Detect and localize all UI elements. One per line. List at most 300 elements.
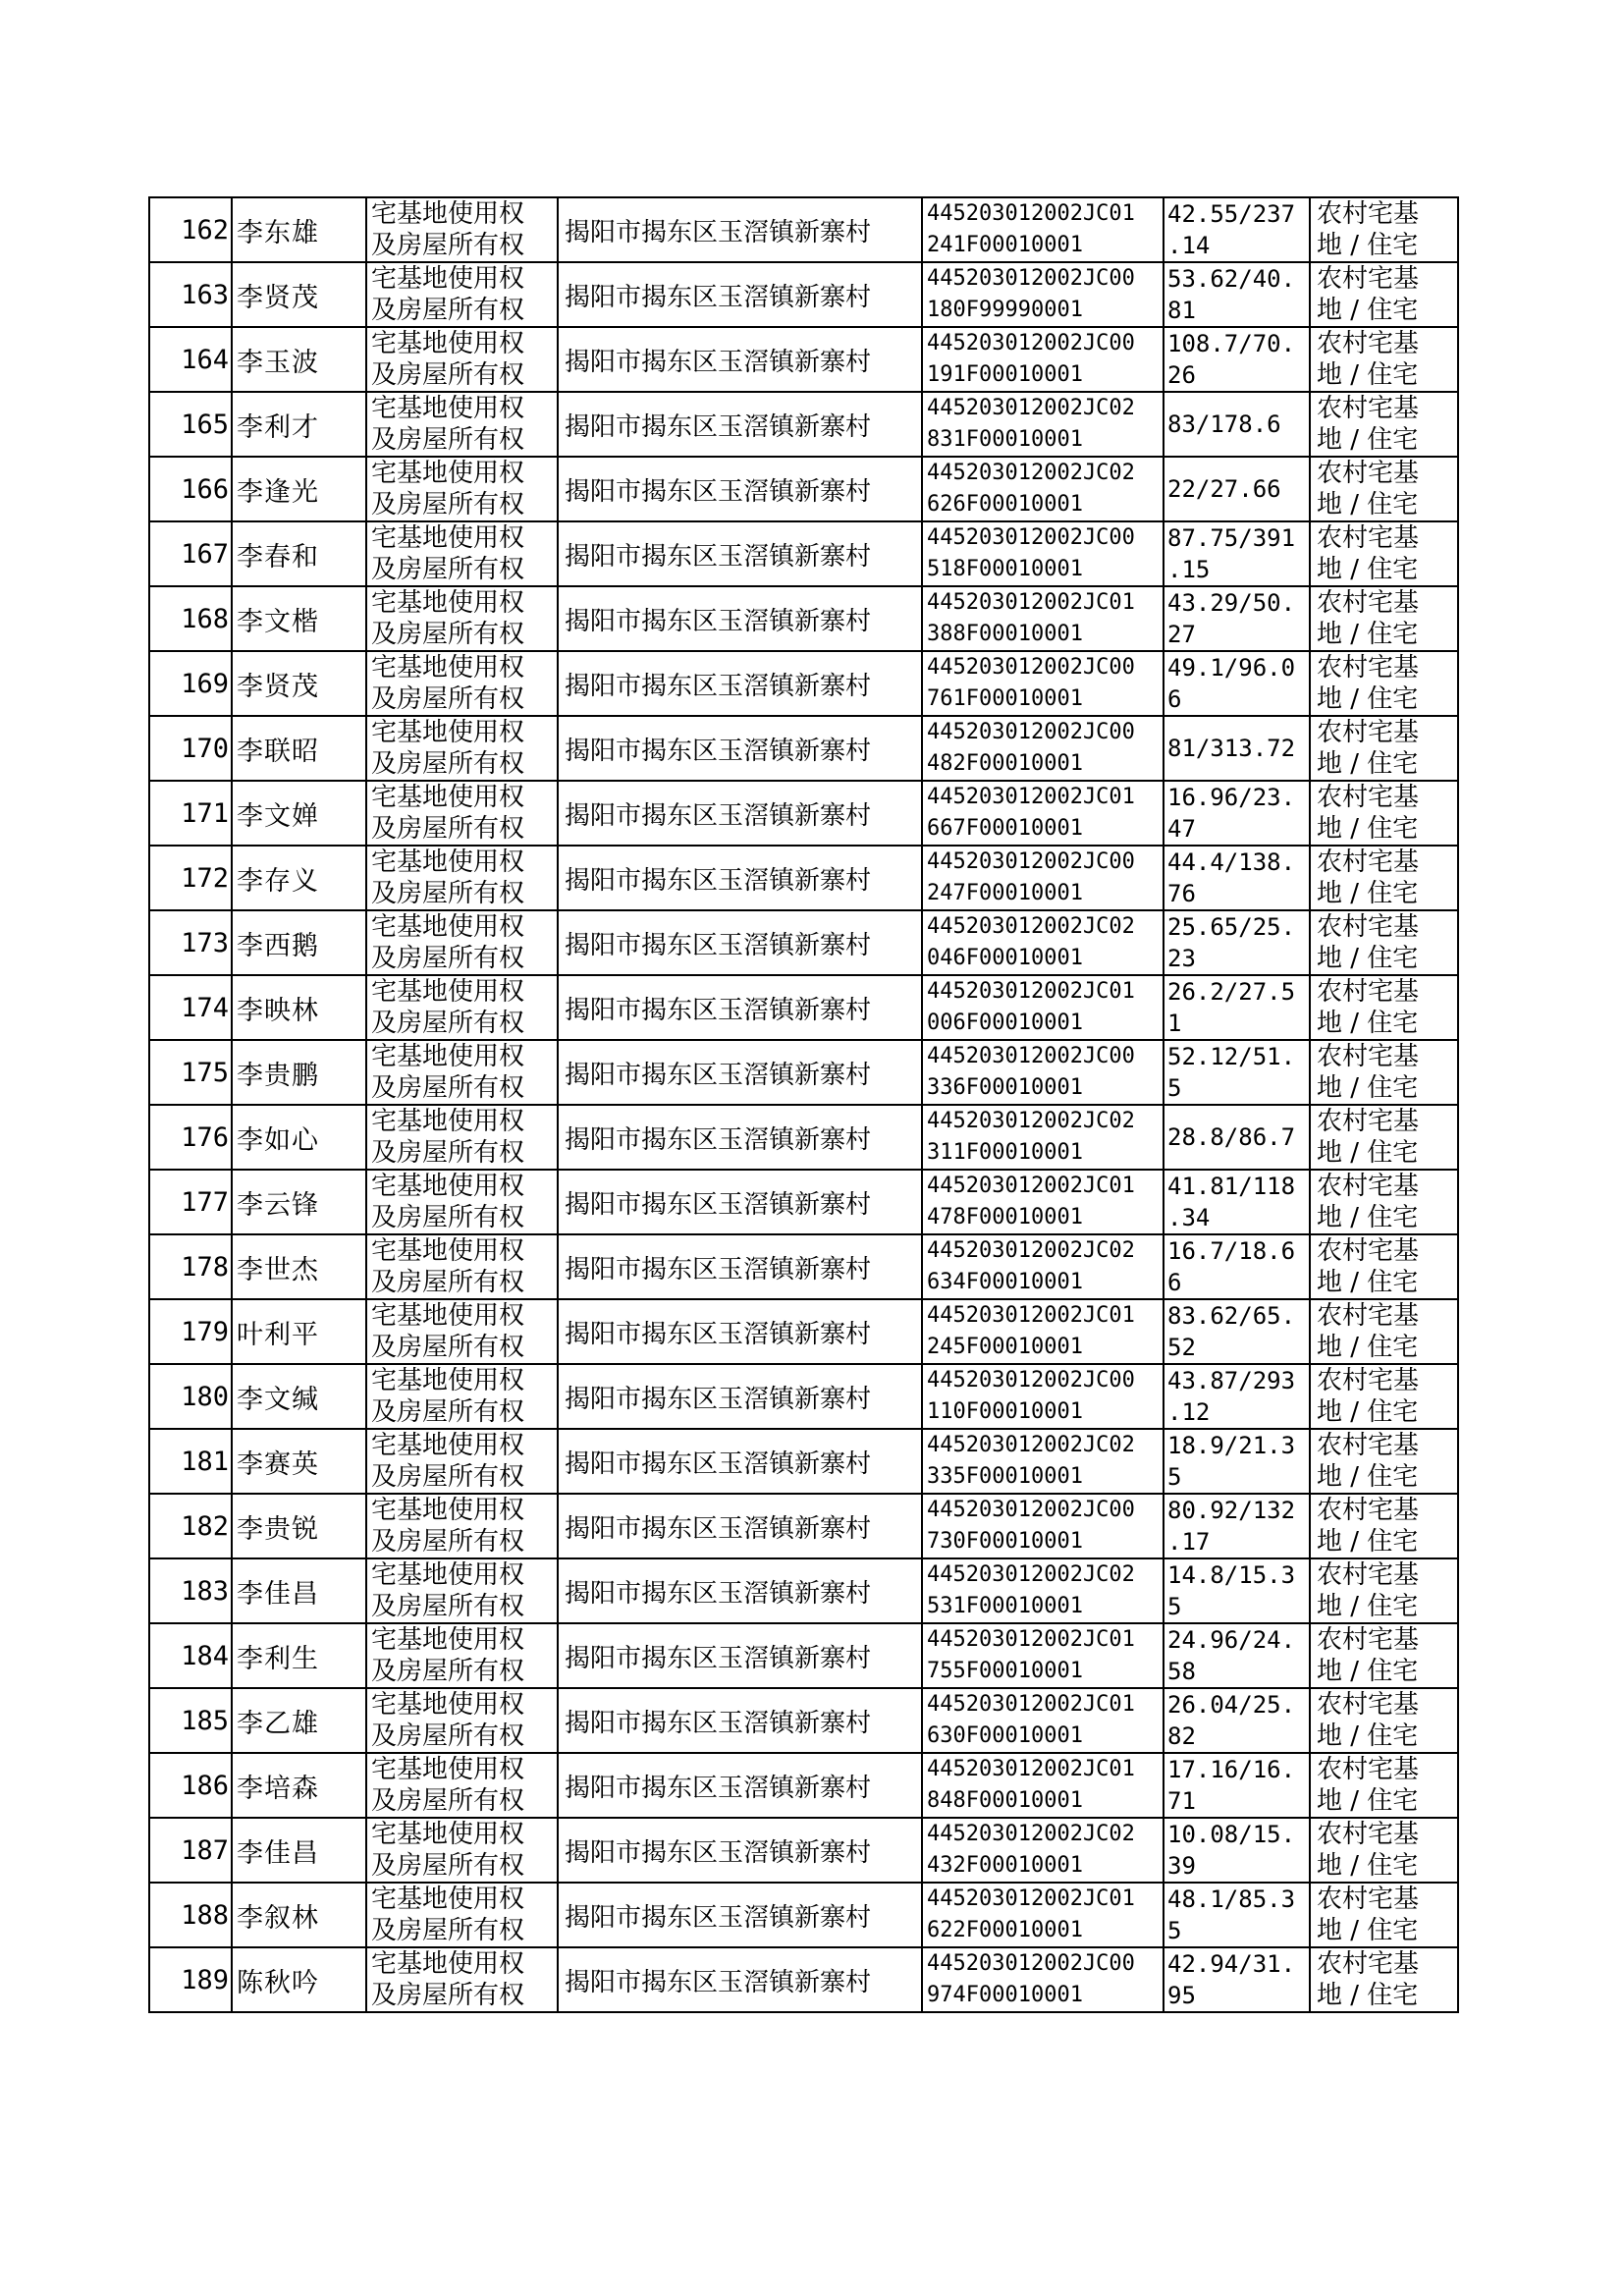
usage-line: 地 / 住宅 (1317, 1462, 1419, 1492)
usage-line: 地 / 住宅 (1317, 231, 1419, 260)
right-type-line: 及房屋所有权 (371, 1073, 525, 1103)
row-number-cell: 189 (149, 1947, 232, 2012)
location-cell: 揭阳市揭东区玉滘镇新寨村 (558, 846, 922, 910)
right-type-cell (366, 910, 558, 975)
table-row (149, 1105, 1458, 1170)
owner-name-cell: 叶利平 (232, 1299, 366, 1364)
usage-line: 农村宅基 (1317, 1820, 1420, 1849)
location-cell: 揭阳市揭东区玉滘镇新寨村 (558, 392, 922, 457)
parcel-code-line: 445203012002JC02 (927, 1109, 1135, 1133)
usage-line: 农村宅基 (1317, 264, 1420, 294)
location-cell: 揭阳市揭东区玉滘镇新寨村 (558, 262, 922, 327)
area-line: 16.96/23. (1167, 784, 1296, 811)
usage-line: 农村宅基 (1317, 1496, 1420, 1525)
parcel-code-line: 335F00010001 (927, 1464, 1083, 1489)
area-line: 39 (1167, 1852, 1196, 1880)
table-row (149, 1234, 1458, 1299)
area-line: 24.96/24. (1167, 1626, 1296, 1654)
parcel-code-cell (922, 521, 1164, 586)
location-cell: 揭阳市揭东区玉滘镇新寨村 (558, 1170, 922, 1234)
usage-line: 农村宅基 (1317, 1107, 1420, 1136)
parcel-code-cell (922, 781, 1164, 846)
area-line: 48.1/85.3 (1167, 1885, 1296, 1913)
area-line: 23 (1167, 945, 1196, 972)
usage-line: 农村宅基 (1317, 1236, 1420, 1266)
area-line: 81 (1167, 297, 1196, 324)
area-line: 5 (1167, 1463, 1182, 1491)
row-number-cell: 187 (149, 1818, 232, 1883)
right-type-line: 及房屋所有权 (371, 555, 525, 584)
area-line: 18.9/21.3 (1167, 1432, 1296, 1459)
right-type-line: 宅基地使用权 (371, 1172, 525, 1201)
right-type-line: 宅基地使用权 (371, 783, 525, 812)
owner-name-cell: 李存义 (232, 846, 366, 910)
usage-line: 农村宅基 (1317, 1301, 1420, 1331)
usage-line: 地 / 住宅 (1317, 296, 1419, 325)
usage-line: 农村宅基 (1317, 1625, 1420, 1655)
parcel-code-line: 006F00010001 (927, 1011, 1083, 1035)
area-line: 52.12/51. (1167, 1043, 1296, 1070)
row-number-cell: 174 (149, 975, 232, 1040)
area-line: 42.55/237 (1167, 200, 1296, 228)
table-row (149, 521, 1458, 586)
location-cell: 揭阳市揭东区玉滘镇新寨村 (558, 1818, 922, 1883)
area-line: 80.92/132 (1167, 1497, 1296, 1524)
usage-line: 地 / 住宅 (1317, 944, 1419, 973)
parcel-code-line: 761F00010001 (927, 686, 1083, 711)
owner-name-cell: 李赛英 (232, 1429, 366, 1494)
area-cell (1164, 910, 1310, 975)
area-line: 95 (1167, 1982, 1196, 2009)
parcel-code-cell (922, 457, 1164, 521)
row-number-cell: 167 (149, 521, 232, 586)
area-line: 43.29/50. (1167, 589, 1296, 617)
area-cell (1164, 1040, 1310, 1105)
right-type-line: 及房屋所有权 (371, 1397, 525, 1427)
area-line: 82 (1167, 1722, 1196, 1750)
right-type-line: 及房屋所有权 (371, 879, 525, 908)
right-type-line: 宅基地使用权 (371, 1107, 525, 1136)
usage-line: 地 / 住宅 (1317, 1721, 1419, 1751)
table-row (149, 1883, 1458, 1947)
parcel-code-line: 445203012002JC00 (927, 655, 1135, 680)
parcel-code-line: 110F00010001 (927, 1399, 1083, 1424)
location-cell: 揭阳市揭东区玉滘镇新寨村 (558, 1558, 922, 1623)
parcel-code-line: 311F00010001 (927, 1140, 1083, 1165)
area-cell (1164, 1818, 1310, 1883)
location-cell: 揭阳市揭东区玉滘镇新寨村 (558, 197, 922, 262)
parcel-code-line: 445203012002JC00 (927, 266, 1135, 291)
parcel-code-cell (922, 1040, 1164, 1105)
usage-cell (1310, 1429, 1458, 1494)
location-cell: 揭阳市揭东区玉滘镇新寨村 (558, 651, 922, 716)
owner-name-cell: 李世杰 (232, 1234, 366, 1299)
usage-line: 农村宅基 (1317, 1431, 1420, 1460)
parcel-code-line: 478F00010001 (927, 1205, 1083, 1229)
usage-cell (1310, 1623, 1458, 1688)
usage-line: 地 / 住宅 (1317, 620, 1419, 649)
owner-name-cell: 李西鹅 (232, 910, 366, 975)
area-cell (1164, 1688, 1310, 1753)
area-cell (1164, 1299, 1310, 1364)
owner-name-cell: 李如心 (232, 1105, 366, 1170)
row-number-cell: 165 (149, 392, 232, 457)
area-line: .12 (1167, 1398, 1211, 1426)
usage-line: 地 / 住宅 (1317, 1073, 1419, 1103)
row-number-cell: 173 (149, 910, 232, 975)
table-row (149, 1818, 1458, 1883)
right-type-cell (366, 1883, 558, 1947)
parcel-code-cell (922, 262, 1164, 327)
right-type-cell (366, 846, 558, 910)
area-cell (1164, 392, 1310, 457)
right-type-line: 宅基地使用权 (371, 329, 525, 358)
area-line: 108.7/70. (1167, 330, 1296, 357)
usage-cell (1310, 910, 1458, 975)
usage-line: 农村宅基 (1317, 977, 1420, 1007)
right-type-line: 宅基地使用权 (371, 977, 525, 1007)
location-cell: 揭阳市揭东区玉滘镇新寨村 (558, 1105, 922, 1170)
parcel-code-line: 445203012002JC00 (927, 1951, 1135, 1976)
parcel-code-cell (922, 1883, 1164, 1947)
owner-name-cell: 陈秋吟 (232, 1947, 366, 2012)
parcel-code-line: 445203012002JC02 (927, 461, 1135, 485)
owner-name-cell: 李利才 (232, 392, 366, 457)
owner-name-cell: 李玉波 (232, 327, 366, 392)
usage-cell (1310, 846, 1458, 910)
parcel-code-line: 191F00010001 (927, 362, 1083, 387)
parcel-code-line: 336F00010001 (927, 1075, 1083, 1100)
location-cell: 揭阳市揭东区玉滘镇新寨村 (558, 910, 922, 975)
right-type-line: 宅基地使用权 (371, 1885, 525, 1914)
usage-cell (1310, 781, 1458, 846)
right-type-cell (366, 197, 558, 262)
parcel-code-line: 445203012002JC01 (927, 785, 1135, 809)
right-type-line: 及房屋所有权 (371, 1851, 525, 1881)
right-type-cell (366, 1753, 558, 1818)
table-row (149, 1947, 1458, 2012)
right-type-line: 宅基地使用权 (371, 718, 525, 747)
right-type-cell (366, 1170, 558, 1234)
table-row (149, 846, 1458, 910)
area-line: 6 (1167, 1269, 1182, 1296)
right-type-line: 及房屋所有权 (371, 1592, 525, 1621)
parcel-code-line: 432F00010001 (927, 1853, 1083, 1878)
usage-cell (1310, 262, 1458, 327)
right-type-cell (366, 975, 558, 1040)
area-line: 26.04/25. (1167, 1691, 1296, 1719)
location-cell: 揭阳市揭东区玉滘镇新寨村 (558, 586, 922, 651)
right-type-line: 及房屋所有权 (371, 1462, 525, 1492)
area-line: 81/313.72 (1167, 735, 1296, 762)
owner-name-cell: 李映林 (232, 975, 366, 1040)
usage-line: 地 / 住宅 (1317, 490, 1419, 519)
usage-line: 地 / 住宅 (1317, 749, 1419, 779)
usage-line: 地 / 住宅 (1317, 1268, 1419, 1297)
usage-line: 农村宅基 (1317, 1042, 1420, 1071)
usage-cell (1310, 1105, 1458, 1170)
parcel-code-line: 445203012002JC02 (927, 1433, 1135, 1457)
table-row (149, 1299, 1458, 1364)
right-type-cell (366, 1299, 558, 1364)
area-cell (1164, 327, 1310, 392)
parcel-code-line: 445203012002JC01 (927, 201, 1135, 226)
parcel-code-line: 482F00010001 (927, 751, 1083, 776)
owner-name-cell: 李文婵 (232, 781, 366, 846)
row-number-cell: 162 (149, 197, 232, 262)
usage-line: 农村宅基 (1317, 1690, 1420, 1720)
table-row (149, 1558, 1458, 1623)
right-type-line: 宅基地使用权 (371, 1820, 525, 1849)
area-line: 42.94/31. (1167, 1950, 1296, 1978)
row-number-cell: 176 (149, 1105, 232, 1170)
right-type-line: 及房屋所有权 (371, 296, 525, 325)
area-cell (1164, 651, 1310, 716)
area-line: 83/178.6 (1167, 410, 1281, 438)
parcel-code-line: 445203012002JC00 (927, 331, 1135, 355)
area-line: 83.62/65. (1167, 1302, 1296, 1330)
right-type-cell (366, 327, 558, 392)
right-type-line: 宅基地使用权 (371, 1560, 525, 1590)
right-type-line: 及房屋所有权 (371, 1916, 525, 1945)
right-type-cell (366, 1558, 558, 1623)
usage-cell (1310, 1364, 1458, 1429)
right-type-line: 及房屋所有权 (371, 749, 525, 779)
right-type-line: 宅基地使用权 (371, 1755, 525, 1784)
location-cell: 揭阳市揭东区玉滘镇新寨村 (558, 1494, 922, 1558)
usage-line: 农村宅基 (1317, 1560, 1420, 1590)
parcel-code-cell (922, 1947, 1164, 2012)
area-line: 53.62/40. (1167, 265, 1296, 293)
parcel-code-cell (922, 975, 1164, 1040)
usage-line: 农村宅基 (1317, 523, 1420, 553)
parcel-code-cell (922, 651, 1164, 716)
location-cell: 揭阳市揭东区玉滘镇新寨村 (558, 1429, 922, 1494)
area-line: 43.87/293 (1167, 1367, 1296, 1394)
location-cell: 揭阳市揭东区玉滘镇新寨村 (558, 781, 922, 846)
table-row (149, 781, 1458, 846)
right-type-line: 宅基地使用权 (371, 1431, 525, 1460)
right-type-line: 宅基地使用权 (371, 1690, 525, 1720)
owner-name-cell: 李利生 (232, 1623, 366, 1688)
area-line: 44.4/138. (1167, 848, 1296, 876)
area-line: 28.8/86.7 (1167, 1123, 1296, 1151)
parcel-code-line: 634F00010001 (927, 1270, 1083, 1294)
right-type-line: 及房屋所有权 (371, 814, 525, 844)
usage-cell (1310, 1040, 1458, 1105)
owner-name-cell: 李佳昌 (232, 1818, 366, 1883)
usage-line: 农村宅基 (1317, 1172, 1420, 1201)
usage-cell (1310, 1494, 1458, 1558)
area-cell (1164, 1494, 1310, 1558)
row-number-cell: 175 (149, 1040, 232, 1105)
parcel-code-line: 445203012002JC00 (927, 720, 1135, 744)
area-line: 26 (1167, 361, 1196, 389)
owner-name-cell: 李贵鹏 (232, 1040, 366, 1105)
row-number-cell: 164 (149, 327, 232, 392)
parcel-code-line: 445203012002JC01 (927, 1692, 1135, 1717)
area-cell (1164, 1234, 1310, 1299)
row-number-cell: 185 (149, 1688, 232, 1753)
usage-cell (1310, 327, 1458, 392)
row-number-cell: 172 (149, 846, 232, 910)
parcel-code-cell (922, 1818, 1164, 1883)
area-cell (1164, 846, 1310, 910)
parcel-code-cell (922, 846, 1164, 910)
parcel-code-line: 180F99990001 (927, 298, 1083, 322)
parcel-code-line: 445203012002JC01 (927, 1757, 1135, 1781)
row-number-cell: 171 (149, 781, 232, 846)
parcel-code-cell (922, 392, 1164, 457)
row-number-cell: 168 (149, 586, 232, 651)
location-cell: 揭阳市揭东区玉滘镇新寨村 (558, 1299, 922, 1364)
usage-line: 农村宅基 (1317, 329, 1420, 358)
usage-line: 农村宅基 (1317, 1755, 1420, 1784)
parcel-code-line: 445203012002JC01 (927, 1886, 1135, 1911)
area-cell (1164, 1753, 1310, 1818)
right-type-cell (366, 651, 558, 716)
parcel-code-line: 445203012002JC01 (927, 590, 1135, 615)
right-type-line: 宅基地使用权 (371, 1366, 525, 1395)
area-line: .15 (1167, 556, 1211, 583)
right-type-line: 及房屋所有权 (371, 490, 525, 519)
usage-line: 农村宅基 (1317, 394, 1420, 423)
usage-line: 地 / 住宅 (1317, 684, 1419, 714)
usage-line: 地 / 住宅 (1317, 1203, 1419, 1232)
parcel-code-line: 445203012002JC02 (927, 1238, 1135, 1263)
area-cell (1164, 1623, 1310, 1688)
owner-name-cell: 李联昭 (232, 716, 366, 781)
area-cell (1164, 197, 1310, 262)
usage-cell (1310, 1947, 1458, 2012)
usage-cell (1310, 975, 1458, 1040)
area-cell (1164, 716, 1310, 781)
right-type-line: 宅基地使用权 (371, 264, 525, 294)
right-type-line: 宅基地使用权 (371, 1042, 525, 1071)
right-type-line: 及房屋所有权 (371, 684, 525, 714)
usage-line: 地 / 住宅 (1317, 1786, 1419, 1816)
usage-cell (1310, 457, 1458, 521)
area-line: 5 (1167, 1593, 1182, 1620)
parcel-code-line: 245F00010001 (927, 1335, 1083, 1359)
row-number-cell: 178 (149, 1234, 232, 1299)
table-row (149, 586, 1458, 651)
usage-line: 农村宅基 (1317, 1885, 1420, 1914)
usage-line: 农村宅基 (1317, 912, 1420, 942)
right-type-cell (366, 262, 558, 327)
parcel-code-line: 445203012002JC00 (927, 1498, 1135, 1522)
usage-line: 农村宅基 (1317, 653, 1420, 683)
usage-line: 地 / 住宅 (1317, 1333, 1419, 1362)
location-cell: 揭阳市揭东区玉滘镇新寨村 (558, 1947, 922, 2012)
row-number-cell: 181 (149, 1429, 232, 1494)
area-cell (1164, 1364, 1310, 1429)
parcel-code-line: 831F00010001 (927, 427, 1083, 452)
area-line: 52 (1167, 1334, 1196, 1361)
area-cell (1164, 1947, 1310, 2012)
location-cell: 揭阳市揭东区玉滘镇新寨村 (558, 1623, 922, 1688)
usage-cell (1310, 1170, 1458, 1234)
area-line: 14.8/15.3 (1167, 1561, 1296, 1589)
usage-line: 农村宅基 (1317, 1366, 1420, 1395)
right-type-cell (366, 1494, 558, 1558)
table-row (149, 1170, 1458, 1234)
parcel-code-cell (922, 1234, 1164, 1299)
parcel-code-line: 730F00010001 (927, 1529, 1083, 1554)
parcel-code-line: 445203012002JC02 (927, 1562, 1135, 1587)
parcel-code-cell (922, 1623, 1164, 1688)
right-type-line: 及房屋所有权 (371, 1268, 525, 1297)
right-type-line: 宅基地使用权 (371, 459, 525, 488)
parcel-code-cell (922, 197, 1164, 262)
right-type-line: 宅基地使用权 (371, 912, 525, 942)
owner-name-cell: 李贤茂 (232, 651, 366, 716)
area-cell (1164, 1558, 1310, 1623)
parcel-code-line: 626F00010001 (927, 492, 1083, 517)
parcel-code-line: 531F00010001 (927, 1594, 1083, 1618)
usage-line: 地 / 住宅 (1317, 1592, 1419, 1621)
parcel-code-cell (922, 1299, 1164, 1364)
location-cell: 揭阳市揭东区玉滘镇新寨村 (558, 457, 922, 521)
right-type-line: 及房屋所有权 (371, 1657, 525, 1686)
right-type-line: 及房屋所有权 (371, 620, 525, 649)
usage-line: 农村宅基 (1317, 459, 1420, 488)
usage-line: 地 / 住宅 (1317, 555, 1419, 584)
right-type-cell (366, 392, 558, 457)
table-row (149, 651, 1458, 716)
area-cell (1164, 781, 1310, 846)
right-type-cell (366, 521, 558, 586)
right-type-line: 宅基地使用权 (371, 1625, 525, 1655)
right-type-line: 及房屋所有权 (371, 1786, 525, 1816)
location-cell: 揭阳市揭东区玉滘镇新寨村 (558, 1364, 922, 1429)
owner-name-cell: 李叙林 (232, 1883, 366, 1947)
right-type-line: 宅基地使用权 (371, 847, 525, 877)
parcel-code-cell (922, 1170, 1164, 1234)
usage-line: 地 / 住宅 (1317, 1981, 1419, 2010)
parcel-code-cell (922, 1753, 1164, 1818)
row-number-cell: 163 (149, 262, 232, 327)
right-type-cell (366, 1688, 558, 1753)
usage-line: 地 / 住宅 (1317, 1851, 1419, 1881)
table-row (149, 910, 1458, 975)
usage-line: 地 / 住宅 (1317, 1916, 1419, 1945)
parcel-code-cell (922, 1105, 1164, 1170)
area-cell (1164, 521, 1310, 586)
usage-line: 农村宅基 (1317, 199, 1420, 229)
parcel-code-line: 445203012002JC01 (927, 1303, 1135, 1328)
parcel-code-line: 445203012002JC00 (927, 1368, 1135, 1393)
right-type-cell (366, 1623, 558, 1688)
area-line: 25.65/25. (1167, 913, 1296, 941)
area-line: .17 (1167, 1528, 1211, 1556)
right-type-line: 宅基地使用权 (371, 199, 525, 229)
location-cell: 揭阳市揭东区玉滘镇新寨村 (558, 327, 922, 392)
parcel-code-line: 241F00010001 (927, 233, 1083, 257)
right-type-line: 宅基地使用权 (371, 394, 525, 423)
parcel-code-cell (922, 1429, 1164, 1494)
area-cell (1164, 262, 1310, 327)
right-type-line: 及房屋所有权 (371, 231, 525, 260)
area-line: 16.7/18.6 (1167, 1237, 1296, 1265)
location-cell: 揭阳市揭东区玉滘镇新寨村 (558, 1040, 922, 1105)
table-row (149, 327, 1458, 392)
usage-line: 农村宅基 (1317, 1949, 1420, 1979)
usage-line: 地 / 住宅 (1317, 425, 1419, 455)
row-number-cell: 170 (149, 716, 232, 781)
parcel-code-line: 445203012002JC02 (927, 914, 1135, 939)
right-type-line: 及房屋所有权 (371, 1981, 525, 2010)
